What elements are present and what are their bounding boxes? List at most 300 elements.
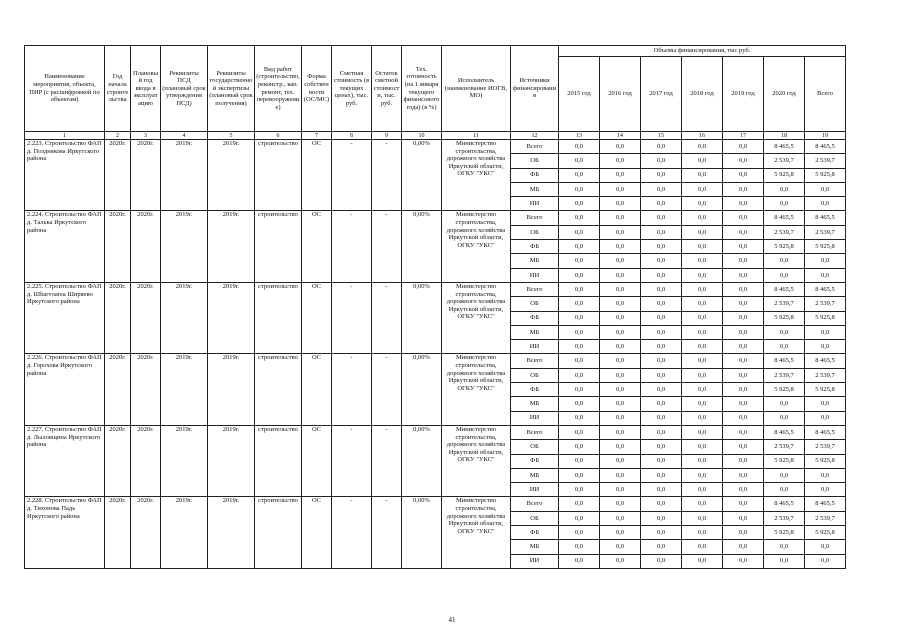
- funding-value: 0,0: [805, 540, 846, 554]
- funding-value: 0,0: [723, 440, 764, 454]
- funding-value: 0,0: [600, 168, 641, 182]
- col-header-psd: Реквизиты ПСД (плановый срок утверждения ПСД): [161, 46, 208, 132]
- funding-value: 0,0: [600, 154, 641, 168]
- funding-value: 5 925,8: [764, 311, 805, 325]
- funding-value: 0,0: [682, 197, 723, 211]
- funding-value: 8 465,5: [805, 354, 846, 368]
- column-number: 8: [332, 132, 372, 140]
- funding-table-sheet: [24, 45, 846, 569]
- funding-value: 8 465,5: [805, 282, 846, 296]
- table-row: [25, 140, 846, 154]
- funding-value: 2 539,7: [805, 440, 846, 454]
- funding-value: 0,0: [559, 168, 600, 182]
- column-numbers-row: [25, 132, 846, 140]
- object-ownership: ОС: [302, 425, 332, 496]
- funding-value: 0,0: [682, 540, 723, 554]
- object-readiness: 0,00%: [402, 211, 442, 282]
- funding-value: 0,0: [723, 325, 764, 339]
- object-work-type: строительство: [255, 140, 302, 211]
- funding-source: ОБ: [511, 368, 559, 382]
- funding-value: 0,0: [641, 540, 682, 554]
- funding-value: 0,0: [723, 154, 764, 168]
- funding-value: 0,0: [559, 268, 600, 282]
- funding-value: 0,0: [723, 511, 764, 525]
- funding-value: 0,0: [559, 225, 600, 239]
- object-work-type: строительство: [255, 425, 302, 496]
- funding-source: Всего: [511, 140, 559, 154]
- funding-value: 0,0: [723, 411, 764, 425]
- col-header-executor: Исполнитель (наименование ИОГВ, МО): [442, 46, 511, 132]
- object-estimated-cost: -: [332, 497, 372, 568]
- column-number: 17: [723, 132, 764, 140]
- funding-value: 0,0: [723, 282, 764, 296]
- column-number: 19: [805, 132, 846, 140]
- funding-value: 0,0: [641, 297, 682, 311]
- object-planned-year: 2020г.: [131, 497, 161, 568]
- col-header-year-3: 2018 год: [682, 57, 723, 132]
- object-executor: Министерство строительства, дорожного хозяйства Иркутской области, ОГКУ "УКС": [442, 425, 511, 496]
- object-name: 2.227. Строительство ФАП д. Лыловщина Иркутского района: [25, 425, 105, 496]
- funding-value: 5 925,8: [764, 526, 805, 540]
- col-header-remaining-cost: Остаток сметной стоимости, тыс. руб.: [372, 46, 402, 132]
- funding-value: 0,0: [764, 411, 805, 425]
- funding-value: 0,0: [682, 383, 723, 397]
- funding-value: 8 465,5: [764, 497, 805, 511]
- funding-value: 0,0: [600, 411, 641, 425]
- funding-value: 0,0: [600, 297, 641, 311]
- object-ownership: ОС: [302, 282, 332, 353]
- funding-source: ИИ: [511, 340, 559, 354]
- object-planned-year: 2020г.: [131, 425, 161, 496]
- object-remaining-cost: -: [372, 425, 402, 496]
- funding-value: 0,0: [559, 354, 600, 368]
- object-year-start: 2020г.: [105, 211, 131, 282]
- funding-value: 0,0: [723, 268, 764, 282]
- funding-value: 0,0: [641, 240, 682, 254]
- funding-value: 0,0: [641, 497, 682, 511]
- object-expertise: 2019г.: [208, 425, 255, 496]
- object-ownership: ОС: [302, 211, 332, 282]
- object-estimated-cost: -: [332, 425, 372, 496]
- funding-value: 0,0: [559, 411, 600, 425]
- table-row: [25, 354, 846, 368]
- funding-value: 2 539,7: [764, 368, 805, 382]
- funding-value: 0,0: [723, 483, 764, 497]
- funding-value: 0,0: [723, 297, 764, 311]
- funding-value: 0,0: [600, 325, 641, 339]
- funding-value: 8 465,5: [805, 497, 846, 511]
- funding-value: 0,0: [600, 225, 641, 239]
- funding-value: 0,0: [641, 468, 682, 482]
- funding-value: 0,0: [682, 411, 723, 425]
- object-name: 2.224. Строительство ФАП д. Талька Иркутского района: [25, 211, 105, 282]
- col-header-estimated-cost: Сметная стоимость (в текущих ценах), тыс. руб.: [332, 46, 372, 132]
- object-year-start: 2020г.: [105, 497, 131, 568]
- funding-source: ФБ: [511, 311, 559, 325]
- funding-value: 0,0: [723, 397, 764, 411]
- funding-value: 0,0: [682, 325, 723, 339]
- funding-value: 0,0: [723, 497, 764, 511]
- funding-value: 0,0: [682, 526, 723, 540]
- funding-value: 0,0: [641, 140, 682, 154]
- funding-value: 0,0: [641, 511, 682, 525]
- funding-value: 0,0: [641, 425, 682, 439]
- funding-value: 0,0: [682, 140, 723, 154]
- object-readiness: 0,00%: [402, 425, 442, 496]
- funding-value: 5 925,8: [805, 526, 846, 540]
- funding-value: 0,0: [682, 497, 723, 511]
- funding-value: 0,0: [723, 140, 764, 154]
- funding-value: 0,0: [764, 197, 805, 211]
- funding-source: Всего: [511, 282, 559, 296]
- funding-value: 0,0: [723, 197, 764, 211]
- funding-source: ИИ: [511, 268, 559, 282]
- funding-value: 0,0: [764, 268, 805, 282]
- page-number: 41: [448, 616, 456, 624]
- funding-value: 0,0: [641, 225, 682, 239]
- funding-value: 0,0: [723, 254, 764, 268]
- funding-value: 0,0: [723, 368, 764, 382]
- funding-value: 0,0: [764, 325, 805, 339]
- funding-value: 0,0: [805, 197, 846, 211]
- funding-source: ФБ: [511, 454, 559, 468]
- funding-value: 2 539,7: [764, 440, 805, 454]
- funding-value: 2 539,7: [764, 297, 805, 311]
- funding-value: 0,0: [723, 554, 764, 568]
- funding-value: 0,0: [559, 468, 600, 482]
- funding-value: 0,0: [600, 554, 641, 568]
- col-header-year-2: 2017 год: [641, 57, 682, 132]
- column-number: 4: [161, 132, 208, 140]
- funding-value: 0,0: [805, 468, 846, 482]
- object-remaining-cost: -: [372, 282, 402, 353]
- column-number: 1: [25, 132, 105, 140]
- funding-value: 0,0: [641, 211, 682, 225]
- funding-value: 5 925,8: [764, 383, 805, 397]
- funding-value: 0,0: [682, 254, 723, 268]
- table-row: [25, 425, 846, 439]
- funding-value: 0,0: [600, 425, 641, 439]
- funding-value: 0,0: [641, 483, 682, 497]
- funding-value: 0,0: [682, 397, 723, 411]
- funding-value: 0,0: [682, 282, 723, 296]
- funding-source: ИИ: [511, 483, 559, 497]
- funding-value: 5 925,8: [764, 454, 805, 468]
- object-name: 2.226. Строительство ФАП д. Горохова Иркутского района: [25, 354, 105, 425]
- col-header-expertise: Реквизиты государственной экспертизы (плановый срок получения): [208, 46, 255, 132]
- col-header-name: Наименование мероприятия, объекта, ПИР (с расшифровкой по объектам): [25, 46, 105, 132]
- object-remaining-cost: -: [372, 354, 402, 425]
- object-readiness: 0,00%: [402, 140, 442, 211]
- funding-value: 0,0: [559, 440, 600, 454]
- funding-value: 8 465,5: [764, 282, 805, 296]
- funding-value: 2 539,7: [764, 225, 805, 239]
- funding-value: 0,0: [559, 197, 600, 211]
- funding-value: 0,0: [641, 340, 682, 354]
- funding-value: 0,0: [723, 340, 764, 354]
- funding-source: Всего: [511, 354, 559, 368]
- funding-value: 0,0: [641, 554, 682, 568]
- funding-value: 0,0: [682, 440, 723, 454]
- funding-value: 0,0: [682, 368, 723, 382]
- funding-value: 0,0: [600, 440, 641, 454]
- funding-value: 0,0: [723, 240, 764, 254]
- funding-value: 0,0: [805, 268, 846, 282]
- object-remaining-cost: -: [372, 497, 402, 568]
- funding-value: 8 465,5: [764, 140, 805, 154]
- funding-value: 0,0: [641, 325, 682, 339]
- header-row: [25, 46, 846, 57]
- funding-value: 0,0: [559, 454, 600, 468]
- column-number: 15: [641, 132, 682, 140]
- funding-value: 8 465,5: [764, 425, 805, 439]
- object-ownership: ОС: [302, 354, 332, 425]
- funding-value: 8 465,5: [805, 425, 846, 439]
- col-header-planned-year: Плановый год ввода в эксплуатацию: [131, 46, 161, 132]
- funding-value: 0,0: [559, 554, 600, 568]
- object-psd: 2019г.: [161, 282, 208, 353]
- funding-source: ФБ: [511, 526, 559, 540]
- object-name: 2.228. Строительство ФАП д. Тихонова Падь Иркутского района: [25, 497, 105, 568]
- col-header-readiness: Тех. готовность (на 1 января текущего финансового года) (в %): [402, 46, 442, 132]
- object-year-start: 2020г.: [105, 354, 131, 425]
- funding-value: 0,0: [764, 397, 805, 411]
- funding-source: ОБ: [511, 440, 559, 454]
- object-readiness: 0,00%: [402, 354, 442, 425]
- funding-source: ФБ: [511, 240, 559, 254]
- funding-value: 0,0: [600, 383, 641, 397]
- object-executor: Министерство строительства, дорожного хозяйства Иркутской области, ОГКУ "УКС": [442, 140, 511, 211]
- funding-value: 0,0: [682, 154, 723, 168]
- funding-value: 0,0: [682, 297, 723, 311]
- funding-source: ОБ: [511, 297, 559, 311]
- funding-value: 8 465,5: [805, 211, 846, 225]
- funding-value: 0,0: [600, 197, 641, 211]
- funding-value: 2 539,7: [805, 297, 846, 311]
- funding-value: 0,0: [559, 182, 600, 196]
- funding-source: ИИ: [511, 411, 559, 425]
- funding-source: МБ: [511, 182, 559, 196]
- object-planned-year: 2020г.: [131, 354, 161, 425]
- funding-value: 0,0: [600, 497, 641, 511]
- funding-value: 2 539,7: [764, 154, 805, 168]
- funding-value: 0,0: [805, 397, 846, 411]
- funding-source: МБ: [511, 540, 559, 554]
- funding-value: 0,0: [682, 240, 723, 254]
- funding-value: 0,0: [641, 354, 682, 368]
- funding-value: 0,0: [559, 254, 600, 268]
- object-executor: Министерство строительства, дорожного хозяйства Иркутской области, ОГКУ "УКС": [442, 354, 511, 425]
- funding-value: 0,0: [559, 140, 600, 154]
- funding-source: ОБ: [511, 225, 559, 239]
- funding-source: Всего: [511, 211, 559, 225]
- funding-value: 0,0: [600, 540, 641, 554]
- object-planned-year: 2020г.: [131, 140, 161, 211]
- funding-value: 0,0: [723, 454, 764, 468]
- object-estimated-cost: -: [332, 211, 372, 282]
- column-number: 5: [208, 132, 255, 140]
- object-expertise: 2019г.: [208, 282, 255, 353]
- funding-value: 0,0: [559, 154, 600, 168]
- funding-value: 0,0: [559, 282, 600, 296]
- funding-value: 0,0: [764, 340, 805, 354]
- column-number: 3: [131, 132, 161, 140]
- funding-value: 0,0: [723, 182, 764, 196]
- funding-value: 0,0: [559, 497, 600, 511]
- col-header-year-4: 2019 год: [723, 57, 764, 132]
- funding-value: 0,0: [600, 454, 641, 468]
- funding-value: 0,0: [805, 554, 846, 568]
- funding-source: ИИ: [511, 197, 559, 211]
- funding-value: 0,0: [559, 425, 600, 439]
- funding-value: 0,0: [641, 383, 682, 397]
- funding-value: 0,0: [559, 211, 600, 225]
- funding-value: 2 539,7: [805, 225, 846, 239]
- funding-value: 0,0: [600, 468, 641, 482]
- column-number: 10: [402, 132, 442, 140]
- object-psd: 2019г.: [161, 211, 208, 282]
- funding-value: 0,0: [559, 526, 600, 540]
- funding-value: 5 925,8: [805, 311, 846, 325]
- object-name: 2.225. Строительство ФАП д. Шharvoarea Ширяево Иркутского района: [25, 282, 105, 353]
- funding-value: 5 925,8: [805, 168, 846, 182]
- funding-value: 0,0: [600, 511, 641, 525]
- funding-value: 0,0: [805, 411, 846, 425]
- funding-value: 2 539,7: [764, 511, 805, 525]
- col-header-year-5: 2020 год: [764, 57, 805, 132]
- object-year-start: 2020г.: [105, 282, 131, 353]
- funding-value: 2 539,7: [805, 368, 846, 382]
- funding-source: МБ: [511, 468, 559, 482]
- funding-value: 0,0: [559, 383, 600, 397]
- column-number: 13: [559, 132, 600, 140]
- column-number: 2: [105, 132, 131, 140]
- funding-value: 8 465,5: [764, 211, 805, 225]
- funding-value: 0,0: [600, 268, 641, 282]
- funding-value: 0,0: [641, 397, 682, 411]
- object-executor: Министерство строительства, дорожного хозяйства Иркутской области, ОГКУ "УКС": [442, 282, 511, 353]
- funding-value: 0,0: [559, 368, 600, 382]
- funding-value: 0,0: [559, 340, 600, 354]
- funding-value: 0,0: [600, 282, 641, 296]
- funding-value: 5 925,8: [805, 240, 846, 254]
- funding-value: 0,0: [600, 254, 641, 268]
- object-year-start: 2020г.: [105, 425, 131, 496]
- col-header-year-0: 2015 год: [559, 57, 600, 132]
- object-estimated-cost: -: [332, 354, 372, 425]
- funding-value: 0,0: [641, 197, 682, 211]
- table-row: [25, 211, 846, 225]
- funding-value: 0,0: [641, 282, 682, 296]
- funding-value: 0,0: [641, 440, 682, 454]
- funding-value: 0,0: [723, 526, 764, 540]
- object-ownership: ОС: [302, 140, 332, 211]
- funding-value: 0,0: [805, 340, 846, 354]
- funding-value: 0,0: [600, 483, 641, 497]
- funding-value: 0,0: [600, 182, 641, 196]
- col-header-ownership: Форма собственности (ОС/МС): [302, 46, 332, 132]
- funding-value: 0,0: [559, 325, 600, 339]
- funding-value: 0,0: [682, 311, 723, 325]
- funding-value: 0,0: [641, 411, 682, 425]
- funding-value: 0,0: [600, 397, 641, 411]
- funding-value: 0,0: [682, 268, 723, 282]
- funding-value: 0,0: [559, 311, 600, 325]
- object-psd: 2019г.: [161, 425, 208, 496]
- funding-source: ИИ: [511, 554, 559, 568]
- funding-value: 0,0: [600, 311, 641, 325]
- column-number: 11: [442, 132, 511, 140]
- funding-source: МБ: [511, 254, 559, 268]
- col-header-work-type: Вид работ (строительство, реконстр., кап. ремонт, тех. перевооружение): [255, 46, 302, 132]
- funding-value: 0,0: [723, 425, 764, 439]
- funding-value: 0,0: [723, 311, 764, 325]
- funding-value: 0,0: [764, 182, 805, 196]
- col-header-funding-group: Объемы финансирования, тыс руб.: [559, 46, 846, 57]
- object-executor: Министерство строительства, дорожного хозяйства Иркутской области, ОГКУ "УКС": [442, 497, 511, 568]
- funding-value: 0,0: [682, 354, 723, 368]
- funding-value: 8 465,5: [764, 354, 805, 368]
- funding-value: 0,0: [559, 540, 600, 554]
- object-work-type: строительство: [255, 211, 302, 282]
- funding-value: 0,0: [723, 168, 764, 182]
- funding-value: 0,0: [559, 511, 600, 525]
- object-psd: 2019г.: [161, 140, 208, 211]
- funding-source: Всего: [511, 497, 559, 511]
- funding-source: МБ: [511, 325, 559, 339]
- funding-value: 0,0: [682, 511, 723, 525]
- funding-value: 0,0: [723, 383, 764, 397]
- funding-value: 0,0: [559, 297, 600, 311]
- object-expertise: 2019г.: [208, 140, 255, 211]
- funding-value: 5 925,8: [805, 454, 846, 468]
- funding-source: ФБ: [511, 168, 559, 182]
- col-header-year-1: 2016 год: [600, 57, 641, 132]
- funding-value: 0,0: [682, 168, 723, 182]
- funding-value: 0,0: [764, 254, 805, 268]
- funding-value: 0,0: [764, 540, 805, 554]
- funding-value: 0,0: [559, 240, 600, 254]
- object-ownership: ОС: [302, 497, 332, 568]
- funding-value: 0,0: [600, 240, 641, 254]
- object-executor: Министерство строительства, дорожного хозяйства Иркутской области, ОГКУ "УКС": [442, 211, 511, 282]
- funding-source: ОБ: [511, 511, 559, 525]
- funding-source: МБ: [511, 397, 559, 411]
- funding-value: 0,0: [682, 554, 723, 568]
- funding-value: 0,0: [682, 483, 723, 497]
- column-number: 6: [255, 132, 302, 140]
- object-readiness: 0,00%: [402, 497, 442, 568]
- column-number: 18: [764, 132, 805, 140]
- funding-value: 0,0: [682, 211, 723, 225]
- funding-value: 0,0: [723, 354, 764, 368]
- funding-value: 0,0: [723, 211, 764, 225]
- object-planned-year: 2020г.: [131, 282, 161, 353]
- object-work-type: строительство: [255, 282, 302, 353]
- funding-value: 0,0: [682, 340, 723, 354]
- funding-value: 5 925,8: [764, 240, 805, 254]
- funding-value: 0,0: [600, 340, 641, 354]
- column-number: 9: [372, 132, 402, 140]
- funding-value: 0,0: [764, 468, 805, 482]
- table-row: [25, 497, 846, 511]
- funding-value: 0,0: [805, 254, 846, 268]
- funding-value: 0,0: [641, 268, 682, 282]
- funding-value: 0,0: [723, 225, 764, 239]
- column-number: 16: [682, 132, 723, 140]
- funding-value: 0,0: [641, 526, 682, 540]
- object-remaining-cost: -: [372, 140, 402, 211]
